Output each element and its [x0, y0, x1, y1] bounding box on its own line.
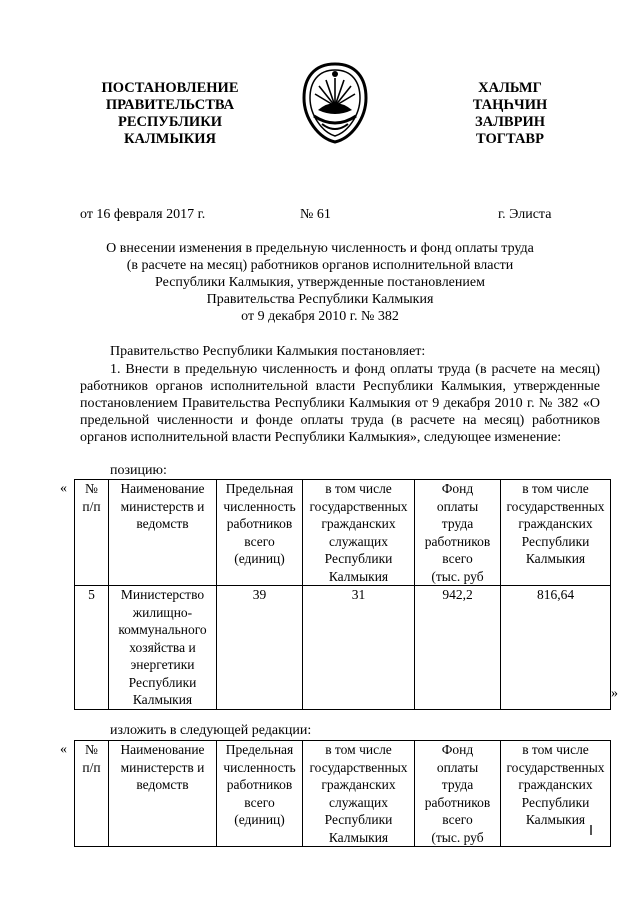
cell-line: труда [441, 516, 474, 531]
cell-line: Фонд [441, 481, 474, 496]
cell-line: министерств и [120, 498, 205, 514]
header-cell-limit-civil [303, 741, 415, 847]
cell-line: работников [424, 533, 491, 549]
cell-line: Калмыкия [132, 692, 193, 707]
cell-line: гражданских [518, 777, 593, 792]
republic-emblem-icon [300, 60, 370, 144]
cell-line: Фонд [441, 742, 474, 757]
document-city: г. Элиста [498, 207, 552, 222]
quote-open: « [60, 481, 67, 496]
header-cell-limit-civil [303, 480, 415, 586]
cell-line: труда [441, 777, 474, 792]
table-header-row [75, 741, 611, 847]
cell-line: государственных [506, 759, 605, 775]
cell-line: (единиц) [234, 812, 285, 827]
cell-line: в том числе [325, 481, 392, 496]
header-cell-name [109, 480, 217, 586]
header-left-line: КАЛМЫКИЯ [124, 131, 216, 147]
cell-line: Республики [521, 533, 590, 549]
title-line: Правительства Республики Калмыкия [206, 292, 434, 307]
cell-line: Калмыкия [525, 551, 586, 566]
cell-line: работников [424, 794, 491, 810]
cell-line: Наименование [120, 742, 205, 757]
document-title [60, 240, 580, 325]
scan-mark [590, 825, 592, 835]
cell-line: в том числе [522, 742, 589, 757]
cell-line: (единиц) [234, 551, 285, 566]
cell-line: всего [442, 551, 473, 566]
cell-line: численность [223, 759, 296, 775]
label-edit: изложить в следующей редакции: [110, 723, 312, 738]
cell-line: работников [226, 777, 293, 792]
cell-line: № [85, 481, 98, 496]
header-cell-fund-civil [501, 741, 611, 847]
cell-line: служащих [329, 533, 388, 549]
cell-line: Предельная [225, 481, 294, 496]
cell-line: работников [226, 516, 293, 531]
header-cell-fund-total [415, 741, 501, 847]
cell-line: п/п [82, 498, 101, 514]
header-right-line: ХАЛЬМГ [478, 80, 542, 96]
cell-line: численность [223, 498, 296, 514]
header-left-line: РЕСПУБЛИКИ [117, 114, 223, 130]
header-right-line: ЗАЛВРИН [474, 114, 545, 130]
new-edition-table [74, 740, 611, 847]
cell-line: Республики [324, 551, 393, 566]
cell-line: п/п [82, 759, 101, 775]
cell-line: энергетики [130, 657, 195, 672]
cell-line: оплаты [436, 498, 479, 514]
cell-line: государственных [309, 759, 408, 775]
cell-line: Министерство [120, 587, 205, 602]
cell-line: № [85, 742, 98, 757]
cell-line: Наименование [120, 481, 205, 496]
cell-line: государственных [506, 498, 605, 514]
header-cell-fund-total [415, 480, 501, 586]
cell-line: гражданских [518, 516, 593, 531]
cell-limit-total: 39 [217, 586, 303, 710]
quote-close: » [611, 686, 618, 701]
header-right-line: ТАҢҺЧИН [472, 97, 548, 113]
header-cell-limit-total [217, 480, 303, 586]
header-cell-name [109, 741, 217, 847]
item-1-text: 1. Внести в предельную численность и фонд оплаты труда (в расчете на месяц) работников органов исполнительной власти Республики Калмыкия, утвержденные постановлением Правительства Республики Калмыкия от 9 декабря 2010 г. № 382 «О предельной численности и фонде оплаты труда (в расчете на месяц) работников органов исполнительной власти Республики Калмыкия», следующее изменение: [80, 362, 600, 445]
label-position: позицию: [110, 463, 167, 478]
cell-line: ведомств [136, 516, 189, 531]
title-line: от 9 декабря 2010 г. № 382 [241, 309, 399, 324]
header-cell-num [75, 480, 109, 586]
title-line: Республики Калмыкия, утвержденные постановлением [155, 275, 485, 290]
header-left-title [80, 80, 260, 148]
cell-line: (тыс. руб [431, 568, 484, 584]
cell-line: Республики [521, 794, 590, 810]
cell-line: служащих [329, 794, 388, 810]
cell-line: Калмыкия [328, 829, 389, 845]
table-row [75, 586, 611, 710]
document-number: № 61 [300, 207, 331, 222]
cell-line: всего [442, 812, 473, 827]
header-cell-fund-civil [501, 480, 611, 586]
cell-line: министерств и [120, 759, 205, 775]
cell-line: в том числе [522, 481, 589, 496]
cell-line: (тыс. руб [431, 829, 484, 845]
cell-line: коммунального [118, 622, 207, 637]
header-left-line: ПОСТАНОВЛЕНИЕ [101, 80, 239, 96]
cell-line: государственных [309, 498, 408, 514]
title-line: (в расчете на месяц) работников органов исполнительной власти [126, 258, 514, 273]
cell-line: всего [244, 533, 275, 549]
cell-line: Предельная [225, 742, 294, 757]
table-header-row [75, 480, 611, 586]
preamble: Правительство Республики Калмыкия постановляет: [110, 344, 426, 359]
cell-line: Республики [324, 812, 393, 827]
cell-limit-civil: 31 [303, 586, 415, 710]
cell-line: жилищно- [132, 604, 193, 620]
header-cell-limit-total [217, 741, 303, 847]
cell-line: ведомств [136, 777, 189, 792]
cell-fund-civil: 816,64 [501, 586, 611, 710]
cell-name [109, 586, 217, 710]
cell-fund-total: 942,2 [415, 586, 501, 710]
cell-line: в том числе [325, 742, 392, 757]
cell-line: хозяйства и [129, 639, 196, 655]
header-cell-num [75, 741, 109, 847]
header-left-line: ПРАВИТЕЛЬСТВА [105, 97, 235, 113]
cell-line: Республики [128, 674, 197, 690]
cell-line: Калмыкия [525, 812, 586, 827]
cell-line: всего [244, 794, 275, 810]
cell-line: гражданских [321, 516, 396, 531]
title-line: О внесении изменения в предельную численность и фонд оплаты труда [106, 241, 534, 256]
old-position-table [74, 479, 611, 710]
quote-open: « [60, 742, 67, 757]
cell-line: Калмыкия [328, 568, 389, 584]
header-right-line: ТОГТАВР [476, 131, 544, 147]
header-right-title [440, 80, 580, 148]
cell-line: оплаты [436, 759, 479, 775]
document-date: от 16 февраля 2017 г. [80, 207, 206, 222]
cell-line: гражданских [321, 777, 396, 792]
cell-num: 5 [75, 586, 109, 710]
